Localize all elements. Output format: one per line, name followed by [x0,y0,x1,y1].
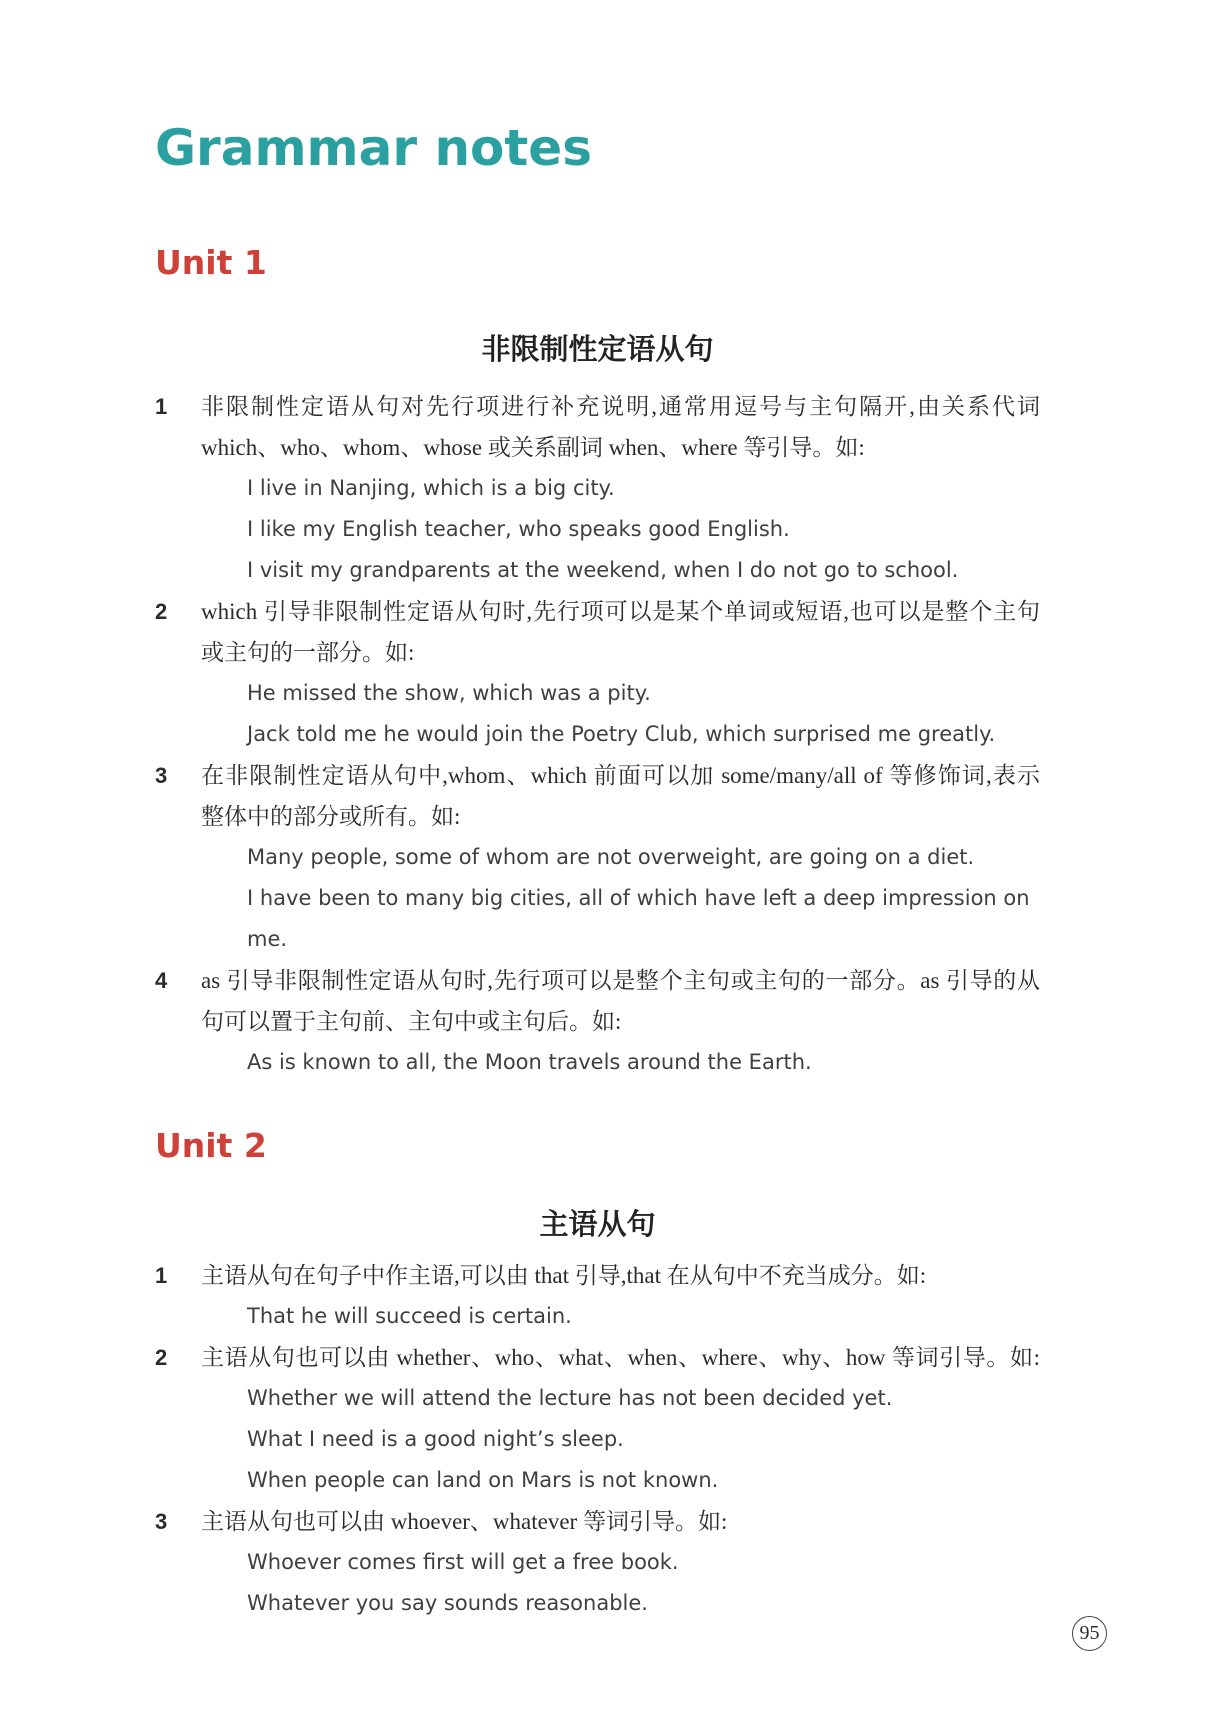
item-body [201,1337,1040,1501]
item-number: 2 [155,1345,168,1370]
item-body [201,1255,1040,1337]
grammar-item-3 [155,755,1040,960]
unit-2-topic-title: 主语从句 [539,1209,656,1241]
item-number: 4 [155,968,168,993]
rule-text-line: 句可以置于主句前、主句中或主句后。如: [201,1009,622,1034]
item-body [201,755,1040,960]
item-number: 3 [155,763,168,788]
example-sentence: Whoever comes first will get a free book. [247,1550,679,1574]
example-sentence: That he will succeed is certain. [247,1304,572,1328]
page-number-badge [1072,1616,1107,1651]
grammar-item-3 [155,1501,1040,1624]
item-body [201,1501,1040,1624]
item-body [201,960,1040,1083]
grammar-item-1 [155,386,1040,591]
example-sentence: Whatever you say sounds reasonable. [247,1591,648,1615]
page-content [155,0,1040,1624]
example-sentence: As is known to all, the Moon travels around the Earth. [247,1050,812,1074]
example-sentence: He missed the show, which was a pity. [247,681,651,705]
rule-text-line: 整体中的部分或所有。如: [201,804,461,829]
unit-2-heading: Unit 2 [155,1126,267,1165]
rule-text-line: 主语从句在句子中作主语,可以由 that 引导,that 在从句中不充当成分。如: [201,1263,927,1288]
grammar-item-4 [155,960,1040,1083]
example-sentence: I visit my grandparents at the weekend, when I do not go to school. [247,558,959,582]
example-sentence: I like my English teacher, who speaks good English. [247,517,790,541]
rule-text-line: 或主句的一部分。如: [201,640,415,665]
unit-2-items [155,1255,1040,1624]
item-body [201,386,1040,591]
unit-1-topic-title: 非限制性定语从句 [481,334,714,366]
rule-text-line: which 引导非限制性定语从句时,先行项可以是某个单词或短语,也可以是整个主句 [201,599,1040,624]
grammar-item-2 [155,1337,1040,1501]
item-number: 1 [155,394,168,419]
rule-text-line: 主语从句也可以由 whoever、whatever 等词引导。如: [201,1509,728,1534]
rule-text-line: 主语从句也可以由 whether、who、what、when、where、why、how 等词引导。如: [201,1345,1040,1370]
rule-text-line: 在非限制性定语从句中,whom、which 前面可以加 some/many/all of 等修饰词,表示 [201,763,1040,788]
item-number: 2 [155,599,168,624]
example-sentence: Many people, some of whom are not overweight, are going on a diet. [247,845,975,869]
example-sentence: What I need is a good night’s sleep. [247,1427,624,1451]
page-title: Grammar notes [155,119,592,177]
item-number: 3 [155,1509,168,1534]
example-sentence: Whether we will attend the lecture has not been decided yet. [247,1386,893,1410]
rule-text-line: which、who、whom、whose 或关系副词 when、where 等引导。如: [201,435,865,460]
example-sentence: When people can land on Mars is not known. [247,1468,719,1492]
rule-text-line: as 引导非限制性定语从句时,先行项可以是整个主句或主句的一部分。as 引导的从 [201,968,1040,993]
grammar-item-1 [155,1255,1040,1337]
example-sentence: Jack told me he would join the Poetry Club, which surprised me greatly. [247,722,996,746]
item-number: 1 [155,1263,168,1288]
rule-text-line: 非限制性定语从句对先行项进行补充说明,通常用逗号与主句隔开,由关系代词 [201,394,1040,419]
grammar-item-2 [155,591,1040,755]
item-body [201,591,1040,755]
unit-1-items [155,386,1040,1083]
unit-1-heading: Unit 1 [155,243,267,282]
page-number: 95 [1079,1622,1100,1644]
example-sentence: I live in Nanjing, which is a big city. [247,476,615,500]
example-sentence: I have been to many big cities, all of which have left a deep impression on me. [247,886,1030,951]
